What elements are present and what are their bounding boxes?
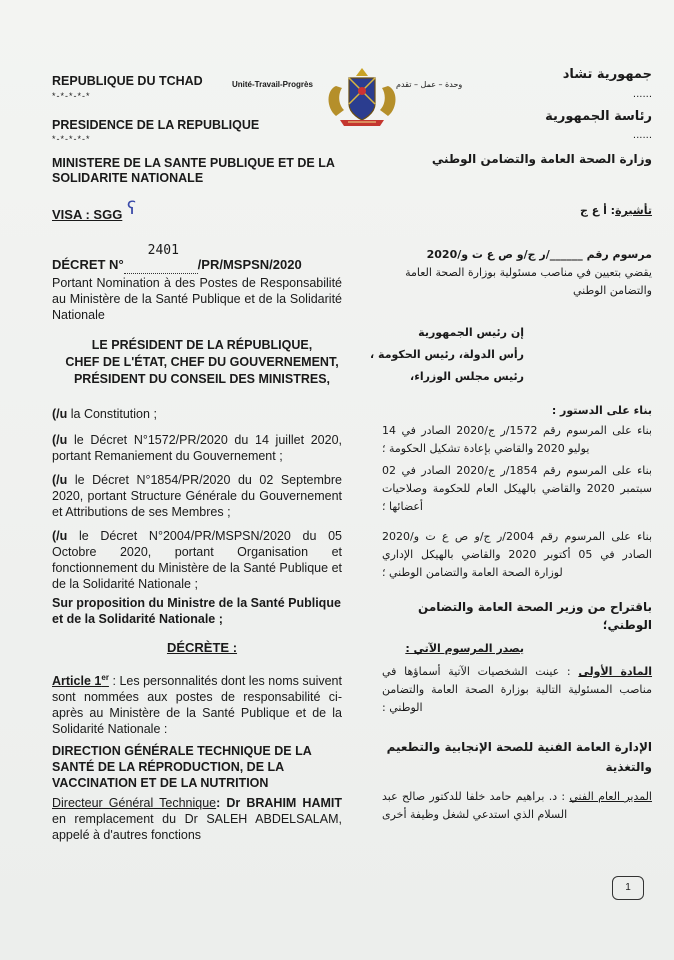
stars-divider: *-*-*-*-* bbox=[52, 134, 91, 144]
president-line-ar: رئيس مجلس الوزراء، bbox=[410, 370, 524, 383]
article-label-sup: er bbox=[101, 673, 109, 682]
motto-ar: وحدة – عمل – تقدم bbox=[396, 80, 463, 89]
direction-fr: DIRECTION GÉNÉRALE TECHNIQUE DE LA SANTÉ DE LA RÉPRODUCTION, DE LA VACCINATION ET DE LA NUTRITION bbox=[52, 744, 312, 790]
decree-title-ar: مرسوم رقم ______/ر ج/و ص ع ت و/2020 bbox=[426, 248, 652, 261]
visa-item-ar: بناء على المرسوم رقم 1572/ر ج/2020 الصادر في 14 يوليو 2020 والقاضي بإعادة تشكيل الحكومة ؛ bbox=[382, 424, 652, 455]
visa-mark: (/u bbox=[52, 433, 68, 447]
article-text: : Les personnalités dont les noms suivent sont nommées aux postes de responsabilité ci-après au Ministère de la Santé Publique et de la Solidarité Nationale : bbox=[52, 674, 342, 737]
ministry-fr-line1: MINISTERE DE LA SANTE PUBLIQUE ET DE LA bbox=[52, 156, 335, 170]
president-block-fr bbox=[52, 337, 352, 388]
president-line: CHEF DE L'ÉTAT, CHEF DU GOUVERNEMENT, bbox=[65, 355, 339, 369]
visa-item-ar: بناء على المرسوم رقم 2004/ر ج/و ص ع ت و/2020 الصادر في 05 أكتوبر 2020 والقاضي بالهيكل الإداري لوزارة الصحة العامة والتضامن الوطني ؛ bbox=[382, 530, 653, 579]
appointment-text-ar: : د. براهيم حامد خلفا للدكتور صالح عبد السلام الذي استدعي لشغل وظيفة أخرى bbox=[382, 790, 568, 821]
page-number: 1 bbox=[612, 876, 644, 900]
visa-text: la Constitution ; bbox=[67, 407, 157, 421]
visa-item-fr bbox=[52, 432, 342, 464]
coat-of-arms-icon bbox=[322, 64, 402, 132]
country-ar: جمهورية تشاد bbox=[562, 67, 652, 82]
direction-ar: الإدارة العامة الفنية للصحة الإنجابية والتطعيم والتغذية bbox=[386, 740, 652, 774]
appointment-ar bbox=[382, 788, 652, 824]
article-label-text: Article 1 bbox=[52, 674, 102, 689]
visa-mark: (/u bbox=[52, 407, 68, 421]
article-label bbox=[52, 674, 109, 688]
decree-number-field bbox=[124, 243, 198, 274]
visa-item-ar: بناء على المرسوم رقم 1854/ر ج/2020 الصادر في 02 سبتمبر 2020 والقاضي بالهيكل العام للحكومة وصلاحيات أعضائها ؛ bbox=[382, 464, 652, 513]
appointment-post-ar: المدير العام الفني bbox=[569, 790, 652, 803]
article1-ar bbox=[382, 663, 652, 717]
visa-ar-label: تأشيرة bbox=[615, 204, 652, 217]
decrete-ar: يصدر المرسوم الآتي : bbox=[405, 642, 524, 655]
visa-text: le Décret N°1572/PR/2020 du 14 juillet 2020, portant Remaniement du Gouvernement ; bbox=[52, 433, 342, 463]
decree-subject-ar: يقضي بتعيين في مناصب مسئولية بوزارة الصحة العامة والتضامن الوطني bbox=[405, 266, 652, 297]
president-line-ar: رأس الدولة، رئيس الحكومة ، bbox=[370, 348, 524, 361]
article-label-ar: المادة الأولى bbox=[578, 665, 653, 678]
article1-fr bbox=[52, 670, 342, 737]
decrete-fr: DÉCRÈTE : bbox=[166, 640, 238, 655]
article-text-ar: : عينت الشخصيات الآتية أسماؤها في مناصب المسئولية التالية بوزارة الصحة العامة والتضامن الوطني : bbox=[382, 665, 652, 714]
decree-subject-fr: Portant Nomination à des Postes de Responsabilité au Ministère de la Santé Publique et de la Solidarité Nationale bbox=[52, 276, 342, 322]
ministry-fr-line2: SOLIDARITE NATIONALE bbox=[52, 171, 204, 185]
decree-number-fr bbox=[52, 243, 302, 274]
visa-ar-value: : أ ع ج bbox=[579, 204, 616, 217]
dots-divider: ...... bbox=[632, 89, 652, 100]
proposal-ar: باقتراح من وزير الصحة العامة والتضامن الوطني؛ bbox=[418, 600, 652, 632]
decree-number-value: 2401 bbox=[147, 243, 179, 258]
visa-item-fr bbox=[52, 472, 342, 520]
visa-mark: (/u bbox=[52, 529, 68, 543]
president-line: PRÉSIDENT DU CONSEIL DES MINISTRES, bbox=[73, 372, 331, 386]
handwritten-mark: ʕ bbox=[126, 198, 137, 219]
visa-item-fr bbox=[52, 528, 342, 592]
appointment-name: : Dr BRAHIM HAMIT bbox=[216, 796, 343, 810]
appointment-fr bbox=[52, 795, 342, 843]
proposal-fr: Sur proposition du Ministre de la Santé Publique et de la Solidarité Nationale ; bbox=[52, 596, 341, 626]
president-line: LE PRÉSIDENT DE LA RÉPUBLIQUE, bbox=[91, 338, 313, 352]
visa-mark: (/u bbox=[52, 473, 68, 487]
dots-divider: ...... bbox=[632, 130, 652, 141]
presidency-ar: رئاسة الجمهورية bbox=[545, 109, 652, 124]
president-block-ar bbox=[364, 322, 524, 388]
appointment-rest: en remplacement du Dr SALEH ABDELSALAM, appelé à d'autres fonctions bbox=[52, 812, 342, 842]
ministry-ar: وزارة الصحة العامة والتضامن الوطني bbox=[431, 152, 652, 166]
visa-fr: VISA : SGG bbox=[52, 207, 123, 222]
country-fr: REPUBLIQUE DU TCHAD bbox=[52, 74, 203, 88]
visa-text: le Décret N°2004/PR/MSPSN/2020 du 05 Octobre 2020, portant Organisation et fonctionnement du Ministère de la Santé Publique et de la Solidarité Nationale ; bbox=[52, 529, 342, 591]
presidency-fr: PRESIDENCE DE LA REPUBLIQUE bbox=[52, 118, 260, 132]
president-line-ar: إن رئيس الجمهورية bbox=[418, 326, 524, 339]
visa-item-fr bbox=[52, 406, 342, 422]
visa-ar bbox=[532, 202, 652, 220]
visa-text: le Décret N°1854/PR/2020 du 02 Septembre 2020, portant Structure Générale du Gouvernement et Attributions de ses Membres ; bbox=[52, 473, 342, 519]
decree-suffix: /PR/MSPSN/2020 bbox=[197, 257, 302, 272]
appointment-post: Directeur Général Technique bbox=[52, 796, 217, 810]
stars-divider: *-*-*-*-* bbox=[52, 91, 91, 101]
decree-prefix: DÉCRET N° bbox=[52, 257, 124, 272]
visa-item-ar: بناء على الدستور : bbox=[551, 404, 652, 417]
motto-fr: Unité-Travail-Progrès bbox=[232, 80, 313, 89]
